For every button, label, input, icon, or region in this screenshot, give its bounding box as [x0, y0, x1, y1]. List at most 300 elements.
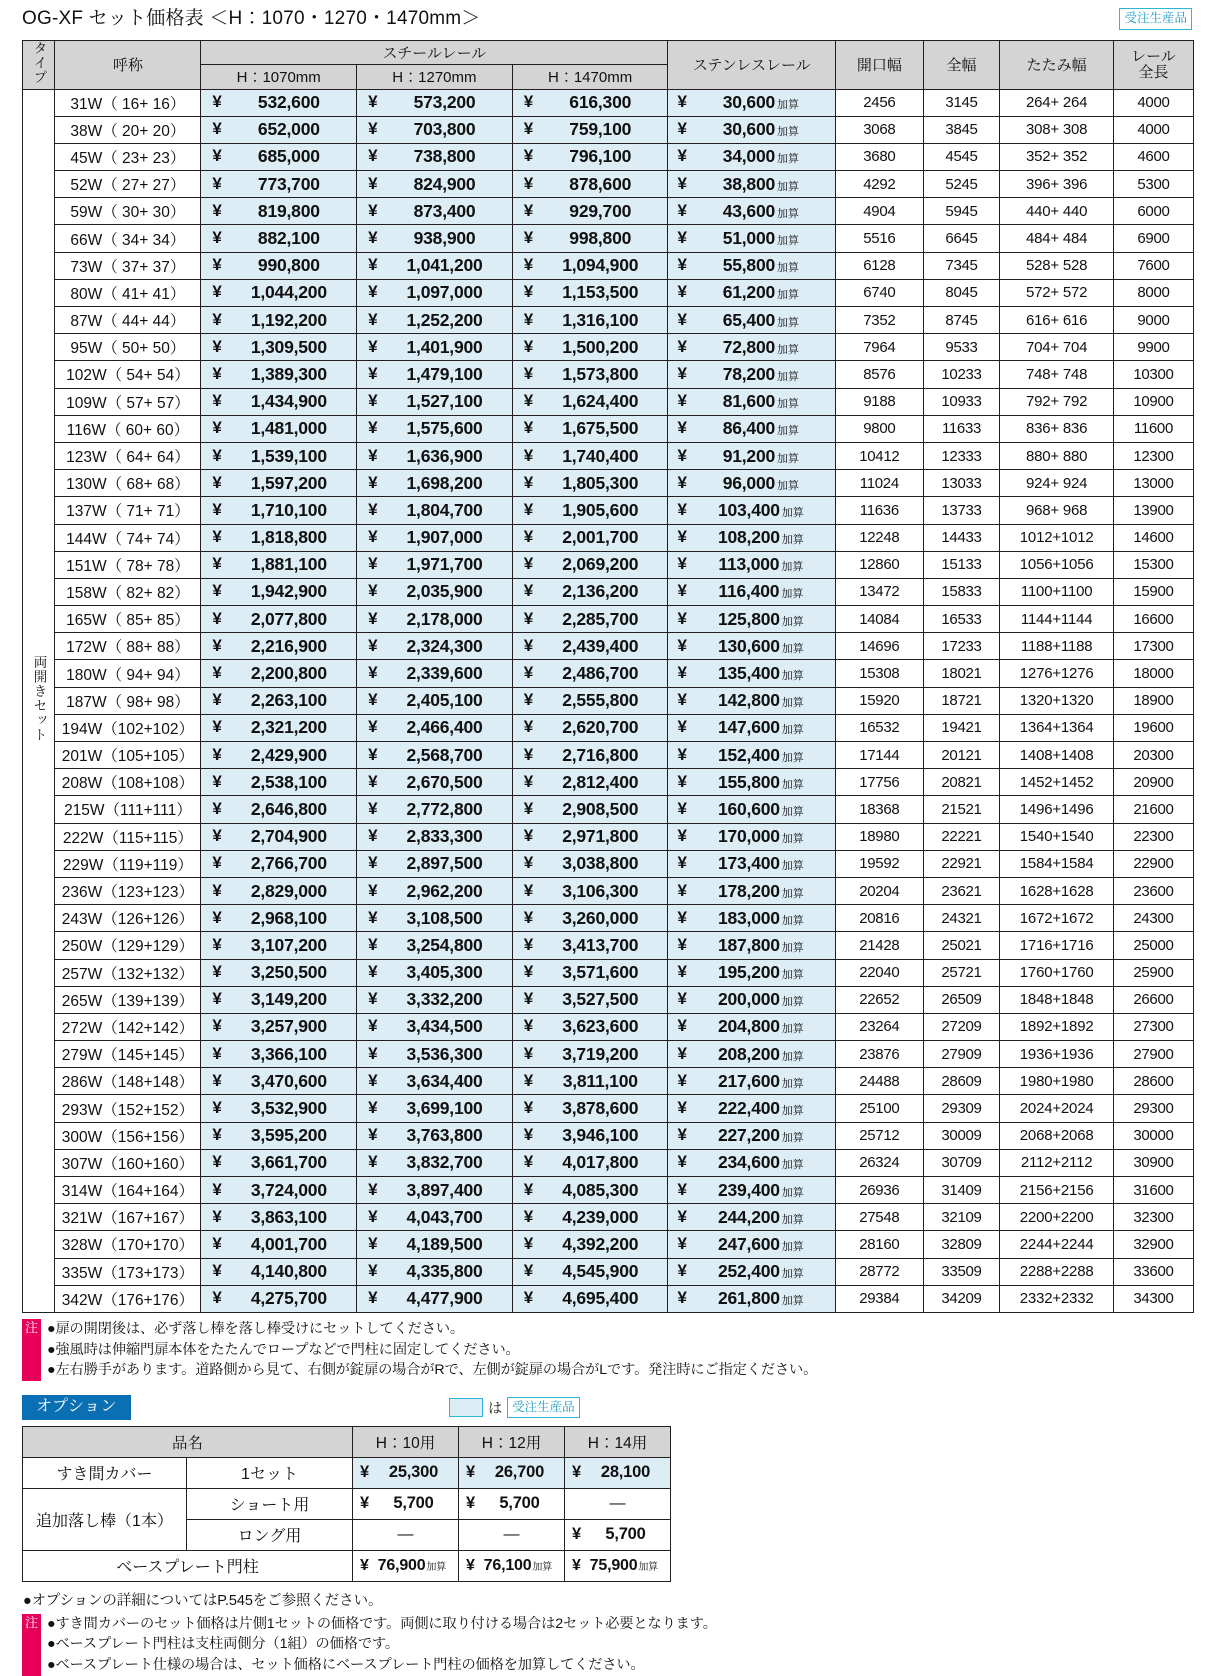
- price-stainless: ¥ 108,200 加算: [668, 524, 836, 551]
- option-sublabel: 1セット: [187, 1457, 353, 1488]
- price-h1470: ¥ 998,800: [512, 225, 668, 252]
- price-stainless: ¥ 155,800 加算: [668, 769, 836, 796]
- option-price-h12: —: [459, 1519, 565, 1550]
- table-row: [23, 959, 1194, 986]
- note-line: ●ベースプレート門柱は支柱両側分（1組）の価格です。: [47, 1636, 399, 1653]
- opening-width: 5516: [836, 225, 924, 252]
- total-width: 32809: [923, 1231, 1000, 1258]
- rail-length: 8000: [1113, 279, 1193, 306]
- option-price-h12: ¥ 26,700: [459, 1457, 565, 1488]
- folded-width: 1980+1980: [1000, 1068, 1114, 1095]
- folded-width: 880+ 880: [1000, 442, 1114, 469]
- price-stainless: ¥ 183,000 加算: [668, 905, 836, 932]
- row-name: 286W（148+148）: [55, 1068, 201, 1095]
- opening-width: 23876: [836, 1041, 924, 1068]
- table-row: [23, 89, 1194, 116]
- price-h1270: ¥ 2,178,000: [357, 606, 513, 633]
- price-stainless: ¥ 261,800 加算: [668, 1285, 836, 1312]
- price-h1470: ¥ 1,500,200: [512, 334, 668, 361]
- folded-width: 572+ 572: [1000, 279, 1114, 306]
- set-price-table: [22, 40, 1194, 1313]
- total-width: 13733: [923, 497, 1000, 524]
- price-h1470: ¥ 1,094,900: [512, 252, 668, 279]
- rail-length: 22300: [1113, 823, 1193, 850]
- price-h1270: ¥ 1,698,200: [357, 470, 513, 497]
- price-h1470: ¥ 1,675,500: [512, 415, 668, 442]
- price-h1070: ¥ 2,077,800: [201, 606, 357, 633]
- notes-bottom-lines: [41, 1614, 717, 1676]
- total-width: 27909: [923, 1041, 1000, 1068]
- row-name: 279W（145+145）: [55, 1041, 201, 1068]
- table-row: [23, 334, 1194, 361]
- price-h1470: ¥ 2,908,500: [512, 796, 668, 823]
- opening-width: 12248: [836, 524, 924, 551]
- note-line: ●強風時は伸縮門扉本体をたたんでロープなどで門柱に固定してください。: [47, 1341, 520, 1358]
- price-stainless: ¥ 116,400 加算: [668, 578, 836, 605]
- total-width: 5945: [923, 198, 1000, 225]
- price-stainless: ¥ 227,200 加算: [668, 1122, 836, 1149]
- opening-width: 4904: [836, 198, 924, 225]
- price-stainless: ¥ 247,600 加算: [668, 1231, 836, 1258]
- price-stainless: ¥ 43,600 加算: [668, 198, 836, 225]
- price-stainless: ¥ 86,400 加算: [668, 415, 836, 442]
- folded-width: 1276+1276: [1000, 660, 1114, 687]
- row-name: 293W（152+152）: [55, 1095, 201, 1122]
- price-stainless: ¥ 208,200 加算: [668, 1041, 836, 1068]
- opening-width: 20816: [836, 905, 924, 932]
- price-h1270: ¥ 1,097,000: [357, 279, 513, 306]
- price-h1470: ¥ 1,740,400: [512, 442, 668, 469]
- total-width: 23621: [923, 877, 1000, 904]
- price-h1470: ¥ 878,600: [512, 171, 668, 198]
- price-h1070: ¥ 3,724,000: [201, 1177, 357, 1204]
- table-row: [23, 1258, 1194, 1285]
- price-stainless: ¥ 38,800 加算: [668, 171, 836, 198]
- folded-width: 704+ 704: [1000, 334, 1114, 361]
- price-h1470: ¥ 1,316,100: [512, 307, 668, 334]
- table-header-row-1: [23, 41, 1194, 65]
- folded-width: 1584+1584: [1000, 850, 1114, 877]
- option-label: ベースプレート門柱: [23, 1550, 353, 1581]
- row-name: 109W（ 57+ 57）: [55, 388, 201, 415]
- price-h1270: ¥ 2,897,500: [357, 850, 513, 877]
- price-h1070: ¥ 3,532,900: [201, 1095, 357, 1122]
- rail-length: 4600: [1113, 143, 1193, 170]
- table-row: [23, 877, 1194, 904]
- row-name: 328W（170+170）: [55, 1231, 201, 1258]
- row-name: 257W（132+132）: [55, 959, 201, 986]
- row-name: 123W（ 64+ 64）: [55, 442, 201, 469]
- price-h1470: ¥ 2,069,200: [512, 551, 668, 578]
- table-row: [23, 198, 1194, 225]
- opening-width: 17144: [836, 742, 924, 769]
- rail-length: 17300: [1113, 633, 1193, 660]
- rail-length: 9900: [1113, 334, 1193, 361]
- opening-width: 15308: [836, 660, 924, 687]
- price-h1070: ¥ 3,595,200: [201, 1122, 357, 1149]
- price-h1270: ¥ 1,971,700: [357, 551, 513, 578]
- rail-length: 15300: [1113, 551, 1193, 578]
- header-type: タイプ: [23, 41, 55, 90]
- table-row: [23, 415, 1194, 442]
- rail-length: 6900: [1113, 225, 1193, 252]
- total-width: 29309: [923, 1095, 1000, 1122]
- folded-width: 792+ 792: [1000, 388, 1114, 415]
- price-h1470: ¥ 3,527,500: [512, 986, 668, 1013]
- opening-width: 21428: [836, 932, 924, 959]
- rail-length: 30900: [1113, 1149, 1193, 1176]
- folded-width: 836+ 836: [1000, 415, 1114, 442]
- row-name: 250W（129+129）: [55, 932, 201, 959]
- price-h1470: ¥ 3,811,100: [512, 1068, 668, 1095]
- price-h1270: ¥ 2,568,700: [357, 742, 513, 769]
- table-row: [23, 279, 1194, 306]
- folded-width: 1144+1144: [1000, 606, 1114, 633]
- folded-width: 2332+2332: [1000, 1285, 1114, 1312]
- rail-length: 26600: [1113, 986, 1193, 1013]
- table-row: [23, 470, 1194, 497]
- option-price-h10: ¥ 76,900加算: [353, 1550, 459, 1581]
- row-name: 222W（115+115）: [55, 823, 201, 850]
- rail-length: 13900: [1113, 497, 1193, 524]
- price-h1270: ¥ 938,900: [357, 225, 513, 252]
- table-row: [23, 850, 1194, 877]
- table-row: [23, 225, 1194, 252]
- rail-length: 20900: [1113, 769, 1193, 796]
- price-h1270: ¥ 2,962,200: [357, 877, 513, 904]
- folded-width: 616+ 616: [1000, 307, 1114, 334]
- price-h1270: ¥ 1,575,600: [357, 415, 513, 442]
- total-width: 4545: [923, 143, 1000, 170]
- notes-top: [22, 1319, 1194, 1381]
- opening-width: 9800: [836, 415, 924, 442]
- total-width: 11633: [923, 415, 1000, 442]
- option-label: 追加落し棒（1本）: [23, 1488, 187, 1550]
- folded-width: 1320+1320: [1000, 687, 1114, 714]
- price-h1270: ¥ 573,200: [357, 89, 513, 116]
- price-h1070: ¥ 2,646,800: [201, 796, 357, 823]
- table-row: [23, 578, 1194, 605]
- total-width: 3845: [923, 116, 1000, 143]
- row-name: 300W（156+156）: [55, 1122, 201, 1149]
- folded-width: 1188+1188: [1000, 633, 1114, 660]
- row-name: 87W（ 44+ 44）: [55, 307, 201, 334]
- table-row: [23, 307, 1194, 334]
- option-header-name: 品名: [23, 1426, 353, 1457]
- row-name: 95W（ 50+ 50）: [55, 334, 201, 361]
- folded-width: 924+ 924: [1000, 470, 1114, 497]
- total-width: 10933: [923, 388, 1000, 415]
- table-body: [23, 89, 1194, 1312]
- option-label: すき間カバー: [23, 1457, 187, 1488]
- option-header-row: [22, 1395, 1194, 1421]
- price-h1070: ¥ 2,704,900: [201, 823, 357, 850]
- row-name: 342W（176+176）: [55, 1285, 201, 1312]
- option-price-table: [22, 1426, 671, 1582]
- note-badge-icon-bottom: 注: [22, 1614, 41, 1676]
- opening-width: 27548: [836, 1204, 924, 1231]
- price-h1270: ¥ 3,332,200: [357, 986, 513, 1013]
- rail-length: 25900: [1113, 959, 1193, 986]
- header-steel-h1270: H：1270mm: [357, 65, 513, 89]
- folded-width: 484+ 484: [1000, 225, 1114, 252]
- price-h1470: ¥ 929,700: [512, 198, 668, 225]
- price-h1270: ¥ 2,035,900: [357, 578, 513, 605]
- price-stainless: ¥ 30,600 加算: [668, 116, 836, 143]
- opening-width: 24488: [836, 1068, 924, 1095]
- price-stainless: ¥ 34,000 加算: [668, 143, 836, 170]
- price-h1270: ¥ 4,043,700: [357, 1204, 513, 1231]
- option-header-h14: H：14用: [565, 1426, 671, 1457]
- option-price-h10: ¥ 5,700: [353, 1488, 459, 1519]
- price-h1270: ¥ 1,401,900: [357, 334, 513, 361]
- total-width: 9533: [923, 334, 1000, 361]
- opening-width: 17756: [836, 769, 924, 796]
- row-name: 130W（ 68+ 68）: [55, 470, 201, 497]
- total-width: 6645: [923, 225, 1000, 252]
- table-row: [23, 252, 1194, 279]
- total-width: 25021: [923, 932, 1000, 959]
- row-name: 194W（102+102）: [55, 714, 201, 741]
- price-h1070: ¥ 3,107,200: [201, 932, 357, 959]
- folded-width: 1540+1540: [1000, 823, 1114, 850]
- folded-width: 1672+1672: [1000, 905, 1114, 932]
- table-row: [23, 1231, 1194, 1258]
- folded-width: 1628+1628: [1000, 877, 1114, 904]
- table-row: [23, 1285, 1194, 1312]
- option-price-h14: ¥ 75,900加算: [565, 1550, 671, 1581]
- price-stainless: ¥ 239,400 加算: [668, 1177, 836, 1204]
- price-h1470: ¥ 2,555,800: [512, 687, 668, 714]
- price-h1070: ¥ 1,818,800: [201, 524, 357, 551]
- table-row: [23, 932, 1194, 959]
- price-h1070: ¥ 1,309,500: [201, 334, 357, 361]
- price-h1470: ¥ 3,719,200: [512, 1041, 668, 1068]
- header-steel-rail: スチールレール: [201, 41, 668, 65]
- rail-length: 27300: [1113, 1013, 1193, 1040]
- price-stainless: ¥ 72,800 加算: [668, 334, 836, 361]
- folded-width: 1364+1364: [1000, 714, 1114, 741]
- price-stainless: ¥ 195,200 加算: [668, 959, 836, 986]
- price-stainless: ¥ 252,400 加算: [668, 1258, 836, 1285]
- table-row: [23, 769, 1194, 796]
- price-h1070: ¥ 3,470,600: [201, 1068, 357, 1095]
- option-detail-note: ●オプションの詳細についてはP.545をご参照ください。: [23, 1592, 383, 1609]
- folded-width: 1892+1892: [1000, 1013, 1114, 1040]
- price-h1070: ¥ 4,001,700: [201, 1231, 357, 1258]
- option-price-h10: ¥ 25,300: [353, 1457, 459, 1488]
- price-h1470: ¥ 2,001,700: [512, 524, 668, 551]
- total-width: 3145: [923, 89, 1000, 116]
- row-name: 307W（160+160）: [55, 1149, 201, 1176]
- table-row: [23, 796, 1194, 823]
- row-name: 158W（ 82+ 82）: [55, 578, 201, 605]
- price-h1270: ¥ 3,254,800: [357, 932, 513, 959]
- price-h1070: ¥ 2,216,900: [201, 633, 357, 660]
- rail-length: 4000: [1113, 89, 1193, 116]
- row-name: 265W（139+139）: [55, 986, 201, 1013]
- price-h1270: ¥ 1,527,100: [357, 388, 513, 415]
- price-h1470: ¥ 3,260,000: [512, 905, 668, 932]
- price-h1270: ¥ 3,763,800: [357, 1122, 513, 1149]
- total-width: 28609: [923, 1068, 1000, 1095]
- price-stainless: ¥ 187,800 加算: [668, 932, 836, 959]
- total-width: 33509: [923, 1258, 1000, 1285]
- row-name: 321W（167+167）: [55, 1204, 201, 1231]
- row-name: 215W（111+111）: [55, 796, 201, 823]
- price-h1470: ¥ 3,623,600: [512, 1013, 668, 1040]
- rail-length: 20300: [1113, 742, 1193, 769]
- rail-length: 10900: [1113, 388, 1193, 415]
- price-h1470: ¥ 3,106,300: [512, 877, 668, 904]
- row-name: 45W（ 23+ 23）: [55, 143, 201, 170]
- row-name: 236W（123+123）: [55, 877, 201, 904]
- table-row: [23, 1177, 1194, 1204]
- price-h1470: ¥ 1,153,500: [512, 279, 668, 306]
- total-width: 19421: [923, 714, 1000, 741]
- opening-width: 19592: [836, 850, 924, 877]
- table-row: [23, 660, 1194, 687]
- folded-width: 2244+2244: [1000, 1231, 1114, 1258]
- note-line: ●すき間カバーのセット価格は片側1セットの価格です。両側に取り付ける場合は2セット必要となります。: [47, 1615, 717, 1632]
- price-h1070: ¥ 2,829,000: [201, 877, 357, 904]
- made-to-order-badge: 受注生産品: [1119, 8, 1192, 30]
- row-name: 73W（ 37+ 37）: [55, 252, 201, 279]
- folded-width: 1716+1716: [1000, 932, 1114, 959]
- row-name: 66W（ 34+ 34）: [55, 225, 201, 252]
- option-row: [23, 1550, 671, 1581]
- header-opening-width: 開口幅: [836, 41, 924, 90]
- table-row: [23, 442, 1194, 469]
- opening-width: 22040: [836, 959, 924, 986]
- price-h1470: ¥ 3,038,800: [512, 850, 668, 877]
- opening-width: 16532: [836, 714, 924, 741]
- total-width: 15133: [923, 551, 1000, 578]
- price-h1470: ¥ 2,620,700: [512, 714, 668, 741]
- row-name: 137W（ 71+ 71）: [55, 497, 201, 524]
- rail-length: 13000: [1113, 470, 1193, 497]
- opening-width: 6128: [836, 252, 924, 279]
- price-h1470: ¥ 3,878,600: [512, 1095, 668, 1122]
- option-price-h14: ¥ 5,700: [565, 1519, 671, 1550]
- rail-length: 27900: [1113, 1041, 1193, 1068]
- option-header-row: [23, 1426, 671, 1457]
- total-width: 22221: [923, 823, 1000, 850]
- folded-width: 2068+2068: [1000, 1122, 1114, 1149]
- option-sublabel: ショート用: [187, 1488, 353, 1519]
- table-row: [23, 823, 1194, 850]
- option-price-h14: ¥ 28,100: [565, 1457, 671, 1488]
- total-width: 34209: [923, 1285, 1000, 1312]
- price-h1270: ¥ 4,189,500: [357, 1231, 513, 1258]
- price-h1070: ¥ 4,275,700: [201, 1285, 357, 1312]
- price-h1270: ¥ 3,536,300: [357, 1041, 513, 1068]
- rail-length: 18900: [1113, 687, 1193, 714]
- price-h1270: ¥ 2,670,500: [357, 769, 513, 796]
- price-h1070: ¥ 1,192,200: [201, 307, 357, 334]
- price-h1070: ¥ 3,250,500: [201, 959, 357, 986]
- total-width: 17233: [923, 633, 1000, 660]
- opening-width: 6740: [836, 279, 924, 306]
- table-row: [23, 1041, 1194, 1068]
- price-h1470: ¥ 4,545,900: [512, 1258, 668, 1285]
- price-h1270: ¥ 1,804,700: [357, 497, 513, 524]
- folded-width: 2024+2024: [1000, 1095, 1114, 1122]
- row-name: 201W（105+105）: [55, 742, 201, 769]
- price-stainless: ¥ 160,600 加算: [668, 796, 836, 823]
- rail-length: 11600: [1113, 415, 1193, 442]
- rail-length: 15900: [1113, 578, 1193, 605]
- rail-length: 22900: [1113, 850, 1193, 877]
- row-name: 272W（142+142）: [55, 1013, 201, 1040]
- note-line: ●左右勝手があります。道路側から見て、右側が錠扉の場合がRで、左側が錠扉の場合がLです。発注時にご指定ください。: [47, 1362, 818, 1379]
- total-width: 30009: [923, 1122, 1000, 1149]
- opening-width: 14084: [836, 606, 924, 633]
- price-h1070: ¥ 2,200,800: [201, 660, 357, 687]
- opening-width: 28772: [836, 1258, 924, 1285]
- option-section-tag: オプション: [22, 1395, 131, 1420]
- price-stainless: ¥ 113,000 加算: [668, 551, 836, 578]
- opening-width: 7964: [836, 334, 924, 361]
- row-name: 187W（ 98+ 98）: [55, 687, 201, 714]
- opening-width: 29384: [836, 1285, 924, 1312]
- row-name: 335W（173+173）: [55, 1258, 201, 1285]
- folded-width: 1100+1100: [1000, 578, 1114, 605]
- price-stainless: ¥ 217,600 加算: [668, 1068, 836, 1095]
- table-row: [23, 633, 1194, 660]
- price-h1470: ¥ 3,571,600: [512, 959, 668, 986]
- header-stainless-rail: ステンレスレール: [668, 41, 836, 90]
- notes-bottom: [22, 1614, 1194, 1676]
- price-h1070: ¥ 773,700: [201, 171, 357, 198]
- price-h1270: ¥ 1,907,000: [357, 524, 513, 551]
- price-h1070: ¥ 2,321,200: [201, 714, 357, 741]
- folded-width: 1012+1012: [1000, 524, 1114, 551]
- folded-width: 1760+1760: [1000, 959, 1114, 986]
- price-stainless: ¥ 178,200 加算: [668, 877, 836, 904]
- price-stainless: ¥ 142,800 加算: [668, 687, 836, 714]
- folded-width: 308+ 308: [1000, 116, 1114, 143]
- row-name: 80W（ 41+ 41）: [55, 279, 201, 306]
- total-width: 5245: [923, 171, 1000, 198]
- title-row: [22, 8, 1194, 38]
- option-row: [23, 1488, 671, 1519]
- total-width: 31409: [923, 1177, 1000, 1204]
- folded-width: 2156+2156: [1000, 1177, 1114, 1204]
- price-h1470: ¥ 3,413,700: [512, 932, 668, 959]
- row-name: 208W（108+108）: [55, 769, 201, 796]
- folded-width: 1936+1936: [1000, 1041, 1114, 1068]
- price-stainless: ¥ 91,200 加算: [668, 442, 836, 469]
- opening-width: 22652: [836, 986, 924, 1013]
- total-width: 26509: [923, 986, 1000, 1013]
- table-row: [23, 1149, 1194, 1176]
- opening-width: 7352: [836, 307, 924, 334]
- price-h1270: ¥ 2,405,100: [357, 687, 513, 714]
- table-row: [23, 905, 1194, 932]
- table-row: [23, 1068, 1194, 1095]
- rail-length: 4000: [1113, 116, 1193, 143]
- page-title: OG-XF セット価格表 ＜H：1070・1270・1470mm＞: [22, 8, 481, 29]
- price-h1470: ¥ 2,486,700: [512, 660, 668, 687]
- folded-width: 2200+2200: [1000, 1204, 1114, 1231]
- table-row: [23, 388, 1194, 415]
- total-width: 16533: [923, 606, 1000, 633]
- row-name: 102W（ 54+ 54）: [55, 361, 201, 388]
- price-stainless: ¥ 30,600 加算: [668, 89, 836, 116]
- price-h1270: ¥ 3,634,400: [357, 1068, 513, 1095]
- opening-width: 26936: [836, 1177, 924, 1204]
